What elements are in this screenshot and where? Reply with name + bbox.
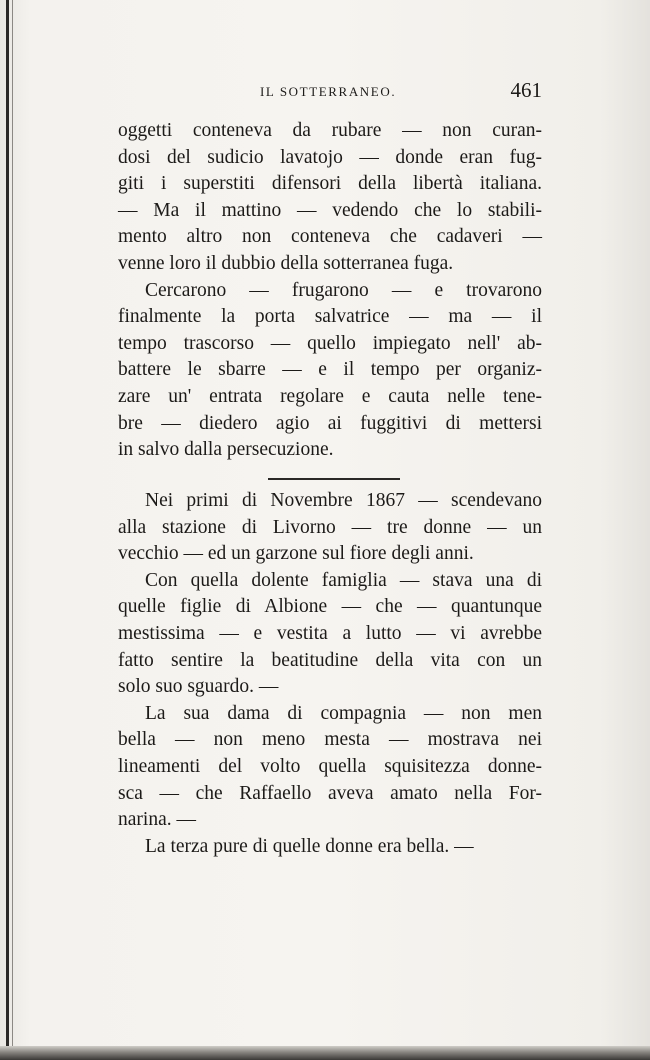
text-line: bre — diedero agio ai fuggitivi di mettersi bbox=[118, 412, 542, 434]
body-text-top bbox=[118, 118, 542, 464]
text-line: mestissima — e vestita a lutto — vi avrebbe bbox=[118, 622, 542, 644]
text-line: sca — che Raffaello aveva amato nella For- bbox=[118, 782, 542, 804]
text-line: battere le sbarre — e il tempo per organiz- bbox=[118, 359, 542, 381]
text-line: giti i superstiti difensori della libertà italiana. bbox=[118, 173, 542, 195]
text-line: solo suo sguardo. — bbox=[118, 676, 279, 698]
text-line: oggetti conteneva da rubare — non curan- bbox=[118, 120, 542, 141]
text-line: in salvo dalla persecuzione. bbox=[118, 439, 334, 461]
section-divider bbox=[268, 478, 400, 480]
page-binding-edge bbox=[6, 0, 9, 1060]
page-header bbox=[118, 78, 542, 104]
page-binding-shadow bbox=[12, 0, 13, 1060]
text-line: finalmente la porta salvatrice — ma — il bbox=[118, 306, 542, 328]
text-line: tempo trascorso — quello impiegato nell' ab- bbox=[118, 332, 542, 354]
running-title: IL SOTTERRANEO. bbox=[260, 84, 397, 99]
text-line: lineamenti del volto quella squisitezza donne- bbox=[118, 755, 542, 777]
text-line: Cercarono — frugarono — e trovarono bbox=[145, 279, 542, 301]
text-line: alla stazione di Livorno — tre donne — un bbox=[118, 516, 542, 538]
page-number: 461 bbox=[510, 78, 542, 102]
text-line: — Ma il mattino — vedendo che lo stabili- bbox=[118, 199, 542, 221]
text-line: bella — non meno mesta — mostrava nei bbox=[118, 729, 542, 751]
text-line: zare un' entrata regolare e cauta nelle tene- bbox=[118, 385, 542, 407]
text-line: mento altro non conteneva che cadaveri — bbox=[118, 226, 542, 248]
body-text-bottom bbox=[118, 488, 542, 860]
text-line: dosi del sudicio lavatojo — donde eran fug- bbox=[118, 146, 542, 168]
text-line: quelle figlie di Albione — che — quantunque bbox=[118, 596, 542, 618]
text-line: Nei primi di Novembre 1867 — scendevano bbox=[145, 490, 542, 511]
text-line: fatto sentire la beatitudine della vita con un bbox=[118, 649, 542, 671]
text-line: narina. — bbox=[118, 809, 196, 831]
text-line: Con quella dolente famiglia — stava una di bbox=[145, 569, 542, 591]
text-line: La terza pure di quelle donne era bella. — bbox=[145, 835, 474, 857]
text-line: La sua dama di compagnia — non men bbox=[145, 702, 542, 724]
text-line: vecchio — ed un garzone sul fiore degli anni. bbox=[118, 543, 474, 565]
page-bottom-edge bbox=[0, 1046, 650, 1060]
text-line: venne loro il dubbio della sotterranea fuga. bbox=[118, 252, 454, 274]
